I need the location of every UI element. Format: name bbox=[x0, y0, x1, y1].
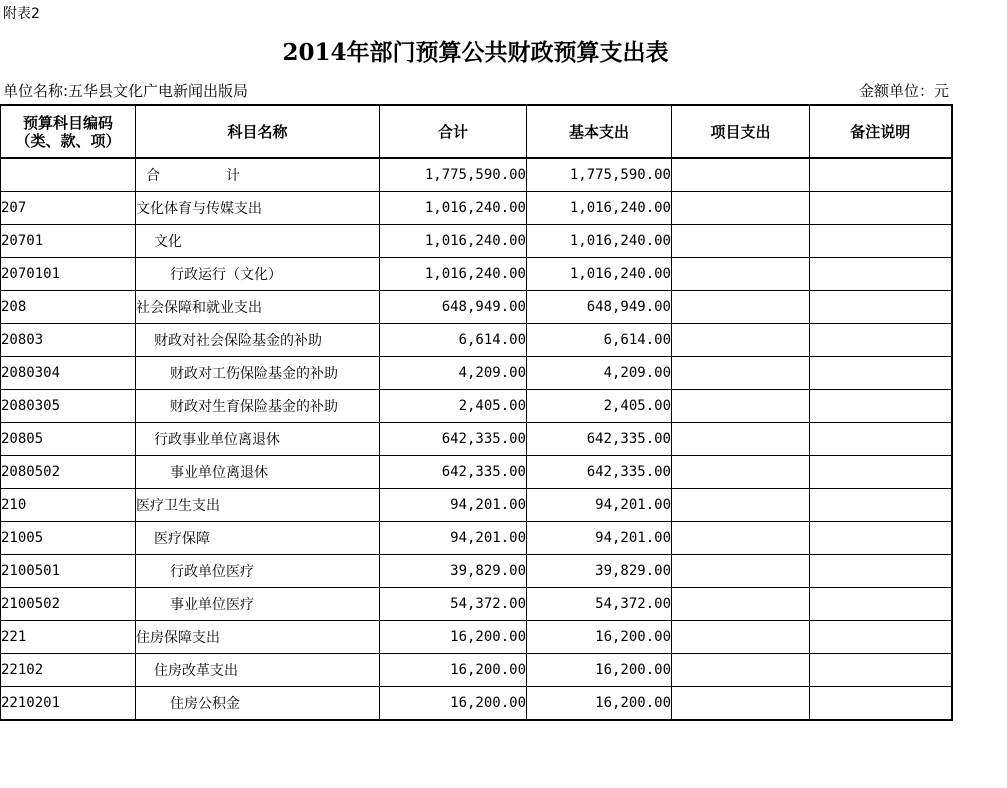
header-remarks: 备注说明 bbox=[810, 105, 952, 158]
header-name: 科目名称 bbox=[136, 105, 380, 158]
basic-cell: 642,335.00 bbox=[527, 456, 672, 489]
budget-table bbox=[0, 104, 953, 721]
table-row bbox=[1, 522, 952, 555]
name-cell: 财政对社会保险基金的补助 bbox=[136, 324, 380, 357]
name-cell: 事业单位医疗 bbox=[136, 588, 380, 621]
project-cell bbox=[672, 357, 810, 390]
total-cell: 642,335.00 bbox=[380, 423, 527, 456]
table-row bbox=[1, 324, 952, 357]
total-cell: 2,405.00 bbox=[380, 390, 527, 423]
total-cell: 642,335.00 bbox=[380, 456, 527, 489]
table-row bbox=[1, 621, 952, 654]
code-cell: 2100502 bbox=[1, 588, 136, 621]
basic-cell: 2,405.00 bbox=[527, 390, 672, 423]
name-cell: 住房公积金 bbox=[136, 687, 380, 721]
attachment-label: 附表2 bbox=[3, 6, 40, 22]
project-cell bbox=[672, 456, 810, 489]
header-total: 合计 bbox=[380, 105, 527, 158]
code-cell: 2080305 bbox=[1, 390, 136, 423]
table-row bbox=[1, 291, 952, 324]
total-cell: 1,016,240.00 bbox=[380, 225, 527, 258]
total-cell: 54,372.00 bbox=[380, 588, 527, 621]
name-cell: 住房保障支出 bbox=[136, 621, 380, 654]
name-cell: 住房改革支出 bbox=[136, 654, 380, 687]
code-cell: 2100501 bbox=[1, 555, 136, 588]
project-cell bbox=[672, 258, 810, 291]
total-label-char2: 计 bbox=[226, 168, 240, 184]
total-cell: 16,200.00 bbox=[380, 621, 527, 654]
basic-cell: 16,200.00 bbox=[527, 687, 672, 721]
remarks-cell bbox=[810, 489, 952, 522]
project-cell bbox=[672, 555, 810, 588]
total-cell: 94,201.00 bbox=[380, 489, 527, 522]
basic-cell: 6,614.00 bbox=[527, 324, 672, 357]
name-cell: 事业单位离退休 bbox=[136, 456, 380, 489]
code-cell: 210 bbox=[1, 489, 136, 522]
total-name-cell bbox=[136, 158, 380, 192]
header-row bbox=[1, 105, 952, 158]
header-code bbox=[1, 105, 136, 158]
total-cell: 39,829.00 bbox=[380, 555, 527, 588]
name-cell: 医疗保障 bbox=[136, 522, 380, 555]
project-cell bbox=[672, 621, 810, 654]
code-cell: 22102 bbox=[1, 654, 136, 687]
project-cell bbox=[672, 654, 810, 687]
remarks-cell bbox=[810, 588, 952, 621]
basic-cell: 94,201.00 bbox=[527, 522, 672, 555]
total-project bbox=[672, 158, 810, 192]
basic-cell: 16,200.00 bbox=[527, 621, 672, 654]
name-cell: 行政事业单位离退休 bbox=[136, 423, 380, 456]
remarks-cell bbox=[810, 456, 952, 489]
project-cell bbox=[672, 225, 810, 258]
total-cell: 1,016,240.00 bbox=[380, 192, 527, 225]
unit-name: 单位名称:五华县文化广电新闻出版局 bbox=[3, 82, 249, 100]
remarks-cell bbox=[810, 357, 952, 390]
table-row bbox=[1, 588, 952, 621]
total-cell: 16,200.00 bbox=[380, 654, 527, 687]
basic-cell: 1,016,240.00 bbox=[527, 225, 672, 258]
remarks-cell bbox=[810, 258, 952, 291]
name-cell: 行政运行（文化） bbox=[136, 258, 380, 291]
basic-cell: 648,949.00 bbox=[527, 291, 672, 324]
table-row bbox=[1, 225, 952, 258]
total-cell: 6,614.00 bbox=[380, 324, 527, 357]
remarks-cell bbox=[810, 687, 952, 721]
name-cell: 财政对生育保险基金的补助 bbox=[136, 390, 380, 423]
table-row bbox=[1, 357, 952, 390]
remarks-cell bbox=[810, 324, 952, 357]
name-cell: 财政对工伤保险基金的补助 bbox=[136, 357, 380, 390]
basic-cell: 642,335.00 bbox=[527, 423, 672, 456]
project-cell bbox=[672, 192, 810, 225]
project-cell bbox=[672, 324, 810, 357]
total-cell: 4,209.00 bbox=[380, 357, 527, 390]
project-cell bbox=[672, 489, 810, 522]
total-cell: 648,949.00 bbox=[380, 291, 527, 324]
remarks-cell bbox=[810, 390, 952, 423]
code-cell: 20701 bbox=[1, 225, 136, 258]
total-cell: 1,016,240.00 bbox=[380, 258, 527, 291]
project-cell bbox=[672, 423, 810, 456]
name-cell: 社会保障和就业支出 bbox=[136, 291, 380, 324]
project-cell bbox=[672, 588, 810, 621]
table-row bbox=[1, 555, 952, 588]
header-code-line1: 预算科目编码 bbox=[22, 113, 113, 132]
project-cell bbox=[672, 390, 810, 423]
code-cell: 221 bbox=[1, 621, 136, 654]
code-cell: 20805 bbox=[1, 423, 136, 456]
table-row bbox=[1, 456, 952, 489]
table-row bbox=[1, 258, 952, 291]
basic-cell: 39,829.00 bbox=[527, 555, 672, 588]
remarks-cell bbox=[810, 192, 952, 225]
table-row bbox=[1, 423, 952, 456]
remarks-cell bbox=[810, 654, 952, 687]
total-basic: 1,775,590.00 bbox=[527, 158, 672, 192]
code-cell: 207 bbox=[1, 192, 136, 225]
header-basic: 基本支出 bbox=[527, 105, 672, 158]
table-row bbox=[1, 687, 952, 721]
remarks-cell bbox=[810, 225, 952, 258]
remarks-cell bbox=[810, 555, 952, 588]
project-cell bbox=[672, 687, 810, 721]
table-row bbox=[1, 390, 952, 423]
total-label-char1: 合 bbox=[146, 168, 160, 184]
basic-cell: 94,201.00 bbox=[527, 489, 672, 522]
code-cell: 208 bbox=[1, 291, 136, 324]
basic-cell: 1,016,240.00 bbox=[527, 258, 672, 291]
remarks-cell bbox=[810, 522, 952, 555]
project-cell bbox=[672, 522, 810, 555]
name-cell: 行政单位医疗 bbox=[136, 555, 380, 588]
basic-cell: 54,372.00 bbox=[527, 588, 672, 621]
amount-unit: 金额单位：元 bbox=[858, 82, 949, 100]
table-row bbox=[1, 489, 952, 522]
remarks-cell bbox=[810, 423, 952, 456]
table-row bbox=[1, 192, 952, 225]
total-amount: 1,775,590.00 bbox=[380, 158, 527, 192]
total-remarks bbox=[810, 158, 952, 192]
table-row bbox=[1, 654, 952, 687]
code-cell: 2070101 bbox=[1, 258, 136, 291]
name-cell: 医疗卫生支出 bbox=[136, 489, 380, 522]
name-cell: 文化 bbox=[136, 225, 380, 258]
code-cell: 2080304 bbox=[1, 357, 136, 390]
basic-cell: 4,209.00 bbox=[527, 357, 672, 390]
header-project: 项目支出 bbox=[672, 105, 810, 158]
total-code-cell bbox=[1, 158, 136, 192]
basic-cell: 16,200.00 bbox=[527, 654, 672, 687]
name-cell: 文化体育与传媒支出 bbox=[136, 192, 380, 225]
header-code-line2: （类、款、项） bbox=[15, 131, 121, 150]
total-cell: 94,201.00 bbox=[380, 522, 527, 555]
total-row bbox=[1, 158, 952, 192]
code-cell: 20803 bbox=[1, 324, 136, 357]
code-cell: 2080502 bbox=[1, 456, 136, 489]
total-cell: 16,200.00 bbox=[380, 687, 527, 721]
page-title: 2014年部门预算公共财政预算支出表 bbox=[282, 39, 669, 66]
remarks-cell bbox=[810, 621, 952, 654]
code-cell: 21005 bbox=[1, 522, 136, 555]
basic-cell: 1,016,240.00 bbox=[527, 192, 672, 225]
remarks-cell bbox=[810, 291, 952, 324]
code-cell: 2210201 bbox=[1, 687, 136, 721]
project-cell bbox=[672, 291, 810, 324]
